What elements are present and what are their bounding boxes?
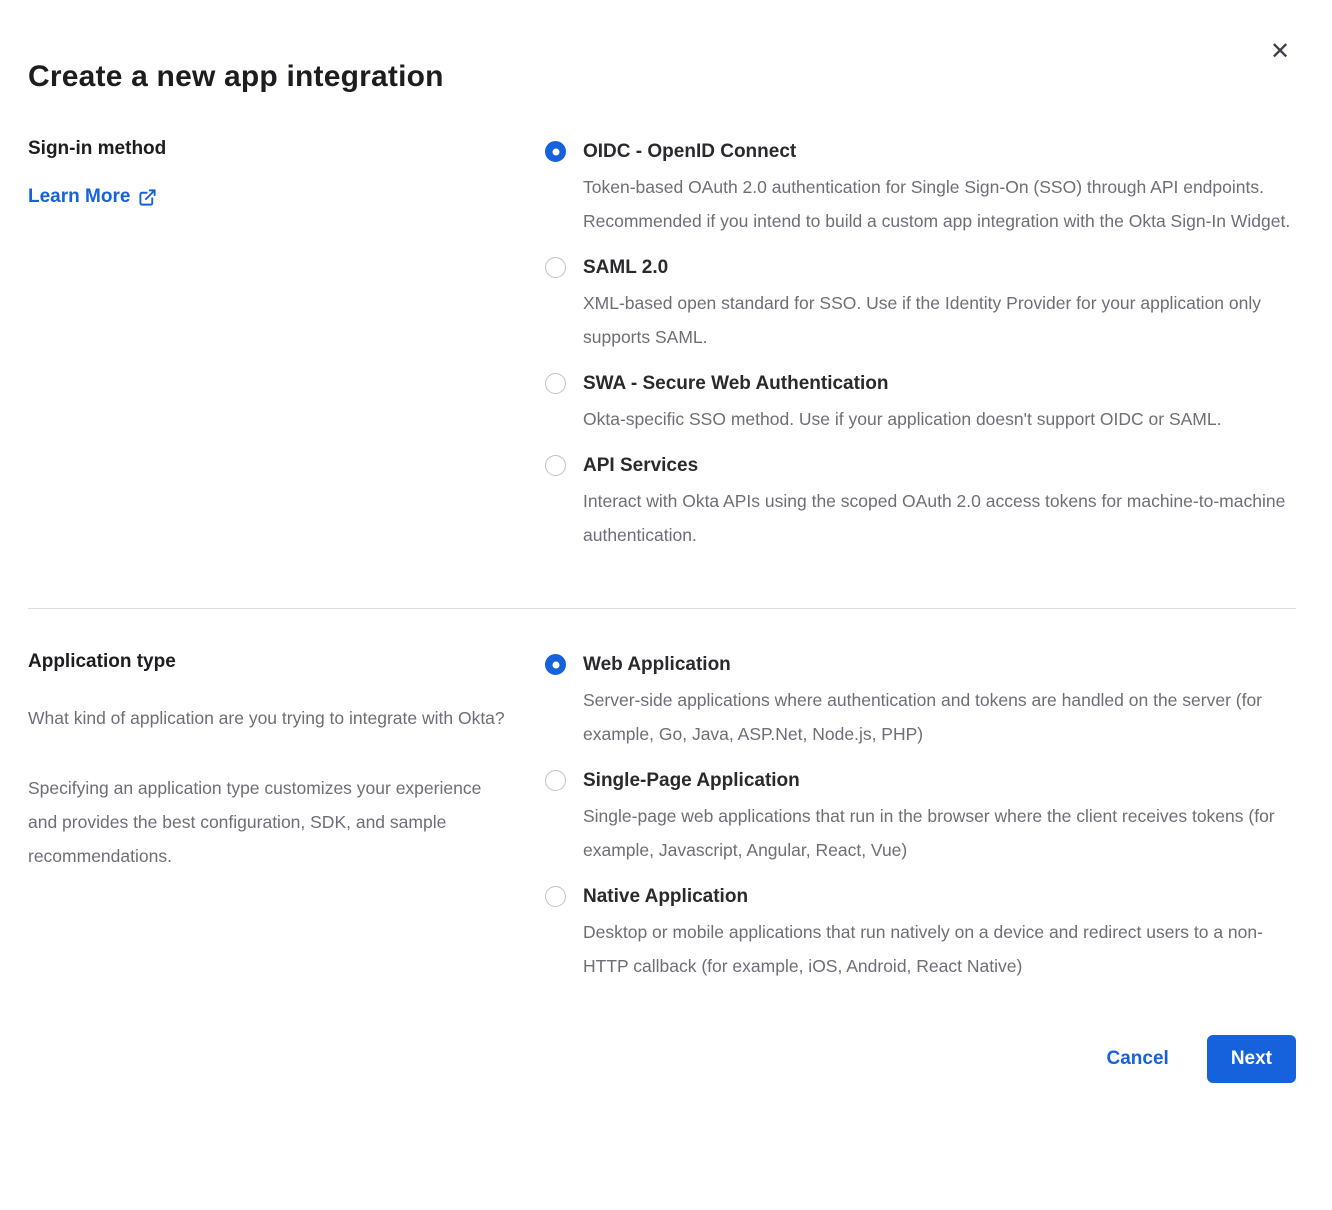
radio-button-saml[interactable] xyxy=(545,257,566,278)
radio-button-web-application[interactable] xyxy=(545,654,566,675)
cancel-button[interactable]: Cancel xyxy=(1106,1048,1169,1069)
application-type-section xyxy=(28,651,1296,983)
dialog-footer xyxy=(28,1035,1296,1083)
radio-label-native-application: Native Application xyxy=(583,886,749,907)
radio-option-swa[interactable] xyxy=(545,370,1296,436)
radio-option-single-page-application[interactable] xyxy=(545,767,1296,867)
radio-label-api-services: API Services xyxy=(583,455,699,476)
radio-button-single-page-application[interactable] xyxy=(545,770,566,791)
radio-option-web-application[interactable] xyxy=(545,651,1296,751)
next-button[interactable]: Next xyxy=(1207,1035,1296,1083)
radio-description-native-application: Desktop or mobile applications that run natively on a device and redirect users to a non-HTTP callback (for example, iOS, Android, React Native) xyxy=(583,922,1263,976)
signin-method-label: Sign-in method xyxy=(28,138,167,159)
radio-option-saml[interactable] xyxy=(545,254,1296,354)
application-type-options xyxy=(545,651,1296,983)
radio-option-native-application[interactable] xyxy=(545,883,1296,983)
radio-description-oidc: Token-based OAuth 2.0 authentication for Single Sign-On (SSO) through API endpoints. Recommended if you intend to build a custom app integration with the Okta Sign-In Widget. xyxy=(583,177,1291,231)
radio-description-swa: Okta-specific SSO method. Use if your application doesn't support OIDC or SAML. xyxy=(583,409,1222,429)
radio-button-api-services[interactable] xyxy=(545,455,566,476)
application-type-note: Specifying an application type customizes your experience and provides the best configuration, SDK, and sample recommendations. xyxy=(28,778,482,866)
application-type-label: Application type xyxy=(28,651,176,672)
radio-description-single-page-application: Single-page web applications that run in the browser where the client receives tokens (for example, Javascript, Angular, React, Vue) xyxy=(583,806,1275,860)
close-icon[interactable]: ✕ xyxy=(1266,38,1294,66)
radio-option-api-services[interactable] xyxy=(545,452,1296,552)
radio-option-oidc[interactable] xyxy=(545,138,1296,238)
dialog-title: Create a new app integration xyxy=(28,60,444,93)
signin-method-options xyxy=(545,138,1296,552)
section-divider xyxy=(28,608,1296,609)
application-type-left-column xyxy=(28,651,545,983)
radio-button-swa[interactable] xyxy=(545,373,566,394)
radio-button-oidc[interactable] xyxy=(545,141,566,162)
radio-label-oidc: OIDC - OpenID Connect xyxy=(583,141,797,162)
radio-label-web-application: Web Application xyxy=(583,654,731,675)
application-type-intro: What kind of application are you trying to integrate with Okta? xyxy=(28,708,505,728)
learn-more-link[interactable] xyxy=(28,186,157,208)
radio-description-saml: XML-based open standard for SSO. Use if the Identity Provider for your application only supports SAML. xyxy=(583,293,1261,347)
radio-button-native-application[interactable] xyxy=(545,886,566,907)
signin-method-left-column xyxy=(28,138,545,552)
radio-description-api-services: Interact with Okta APIs using the scoped OAuth 2.0 access tokens for machine-to-machine authentication. xyxy=(583,491,1286,545)
radio-description-web-application: Server-side applications where authentication and tokens are handled on the server (for example, Go, Java, ASP.Net, Node.js, PHP) xyxy=(583,690,1263,744)
learn-more-label: Learn More xyxy=(28,186,131,207)
radio-label-single-page-application: Single-Page Application xyxy=(583,770,800,791)
radio-label-saml: SAML 2.0 xyxy=(583,257,669,278)
radio-label-swa: SWA - Secure Web Authentication xyxy=(583,373,889,394)
signin-method-section xyxy=(28,138,1296,552)
external-link-icon xyxy=(138,188,157,207)
